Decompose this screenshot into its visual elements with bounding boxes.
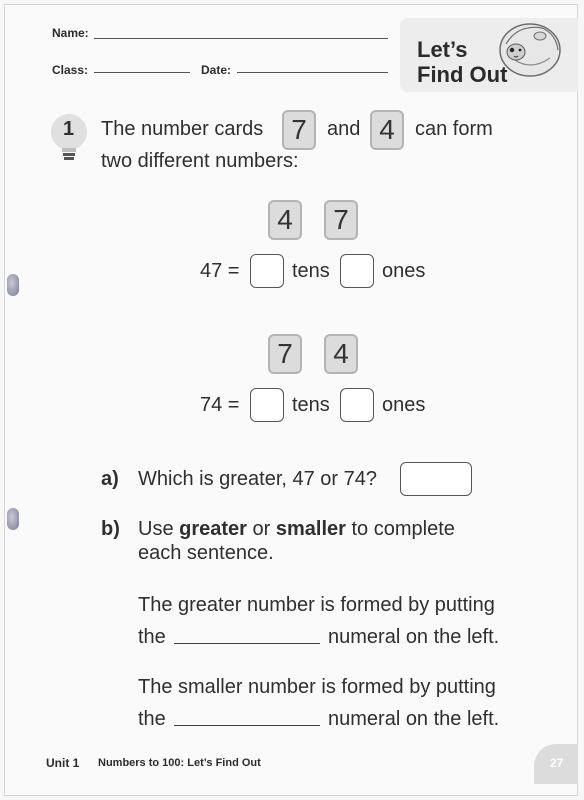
- sentence1-the: the: [138, 626, 166, 648]
- word-smaller: smaller: [275, 518, 346, 540]
- page-number: 27: [550, 756, 564, 770]
- ones-answer-box[interactable]: [340, 254, 374, 288]
- question-intro-and: and: [327, 118, 361, 140]
- footer-title: Numbers to 100: Let’s Find Out: [98, 757, 261, 769]
- question-intro-part2: can form: [415, 118, 493, 140]
- sentence1-line1: The greater number is formed by putting: [138, 594, 495, 616]
- date-line[interactable]: [237, 72, 388, 73]
- binder-hole: [7, 274, 19, 296]
- name-label: Name:: [52, 26, 89, 40]
- sentence2-line1: The smaller number is formed by putting: [138, 676, 496, 698]
- tens-label: tens: [292, 260, 330, 282]
- class-line[interactable]: [94, 72, 190, 73]
- class-label: Class:: [52, 63, 89, 77]
- part-b-instruction: [138, 518, 455, 541]
- part-b-pre: Use: [138, 518, 174, 540]
- equation-prefix: 74 =: [200, 394, 240, 416]
- sentence1-blank[interactable]: [174, 643, 320, 644]
- sentence2-the: the: [138, 708, 166, 730]
- footer-unit: Unit 1: [46, 756, 80, 770]
- part-a-question: Which is greater, 47 or 74?: [138, 468, 378, 490]
- part-b-line2: each sentence.: [138, 542, 274, 564]
- equation-prefix: 47 =: [200, 260, 240, 282]
- part-a-answer-box[interactable]: [400, 462, 472, 496]
- ones-label: ones: [382, 260, 426, 282]
- sentence1-end: numeral on the left.: [328, 626, 500, 648]
- ones-answer-box[interactable]: [340, 388, 374, 422]
- question-number: 1: [63, 118, 75, 140]
- ones-label: ones: [382, 394, 426, 416]
- number-card: 4: [370, 110, 404, 150]
- word-greater: greater: [179, 518, 247, 540]
- number-card: 4: [324, 334, 358, 374]
- mascot-icon: [496, 14, 564, 80]
- section-title-line2: Find Out: [417, 62, 508, 87]
- part-a-label: a): [101, 468, 119, 490]
- number-card: 7: [282, 110, 316, 150]
- binder-hole: [7, 508, 19, 530]
- question-intro-line2: two different numbers:: [101, 150, 299, 172]
- tens-label: tens: [292, 394, 330, 416]
- tens-answer-box[interactable]: [250, 388, 284, 422]
- name-line[interactable]: [94, 38, 388, 39]
- tens-answer-box[interactable]: [250, 254, 284, 288]
- part-b-post: to complete: [351, 518, 455, 540]
- date-label: Date:: [201, 63, 232, 77]
- part-b-or: or: [252, 518, 271, 540]
- number-card: 7: [324, 200, 358, 240]
- section-title-line1: Let’s: [417, 37, 468, 62]
- part-b-label: b): [101, 518, 120, 540]
- question-intro-part1: The number cards: [101, 118, 264, 140]
- number-card: 7: [268, 334, 302, 374]
- sentence2-end: numeral on the left.: [328, 708, 500, 730]
- number-card: 4: [268, 200, 302, 240]
- sentence2-blank[interactable]: [174, 725, 320, 726]
